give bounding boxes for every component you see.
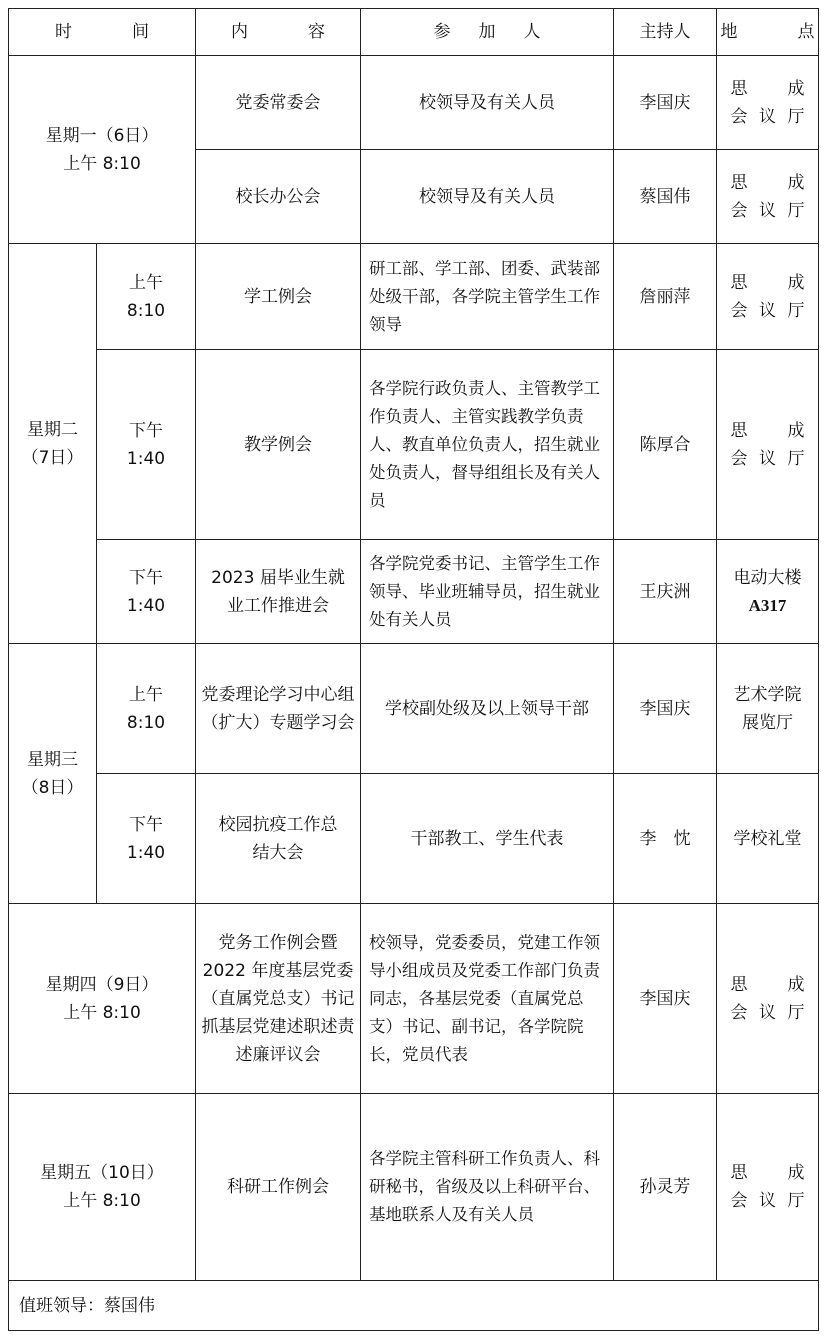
location-cell: 思 成 会 议 厅 bbox=[717, 244, 819, 350]
header-host: 主持人 bbox=[614, 9, 717, 56]
content-cell: 校长办公会 bbox=[196, 150, 361, 244]
location-cell: 思 成 会 议 厅 bbox=[717, 150, 819, 244]
day-cell-tuesday: 星期二 （7日） bbox=[9, 244, 97, 644]
location-cell: 思 成 会 议 厅 bbox=[717, 1094, 819, 1281]
table-row bbox=[9, 540, 819, 644]
attendees-cell: 各学院主管科研工作负责人、科研秘书，省级及以上科研平台、基地联系人及有关人员 bbox=[361, 1094, 614, 1281]
content-cell: 党委常委会 bbox=[196, 56, 361, 150]
table-row bbox=[9, 904, 819, 1094]
content-cell: 党委理论学习中心组（扩大）专题学习会 bbox=[196, 644, 361, 774]
content-cell: 党务工作例会暨 2022 年度基层党委（直属党总支）书记抓基层党建述职述责述廉评议会 bbox=[196, 904, 361, 1094]
day-cell-monday: 星期一（6日） 上午 8:10 bbox=[9, 56, 196, 244]
attendees-cell: 学校副处级及以上领导干部 bbox=[361, 644, 614, 774]
day-cell-wednesday: 星期三 （8日） bbox=[9, 644, 97, 904]
host-cell: 李 忱 bbox=[614, 774, 717, 904]
content-cell: 科研工作例会 bbox=[196, 1094, 361, 1281]
duty-leader: 值班领导：蔡国伟 bbox=[9, 1281, 819, 1331]
time-cell: 下午 1:40 bbox=[97, 540, 196, 644]
host-cell: 李国庆 bbox=[614, 644, 717, 774]
attendees-cell: 校领导及有关人员 bbox=[361, 56, 614, 150]
location-cell: 艺术学院 展览厅 bbox=[717, 644, 819, 774]
content-cell: 2023 届毕业生就业工作推进会 bbox=[196, 540, 361, 644]
header-time: 时 间 bbox=[9, 9, 196, 56]
table-row bbox=[9, 1094, 819, 1281]
day-cell-friday: 星期五（10日） 上午 8:10 bbox=[9, 1094, 196, 1281]
time-cell: 上午 8:10 bbox=[97, 244, 196, 350]
host-cell: 蔡国伟 bbox=[614, 150, 717, 244]
time-cell: 下午 1:40 bbox=[97, 350, 196, 540]
host-cell: 王庆洲 bbox=[614, 540, 717, 644]
host-cell: 陈厚合 bbox=[614, 350, 717, 540]
time-cell: 下午 1:40 bbox=[97, 774, 196, 904]
host-cell: 孙灵芳 bbox=[614, 1094, 717, 1281]
attendees-cell: 校领导及有关人员 bbox=[361, 150, 614, 244]
footer-row bbox=[9, 1281, 819, 1331]
header-location: 地 点 bbox=[717, 9, 819, 56]
attendees-cell: 干部教工、学生代表 bbox=[361, 774, 614, 904]
location-cell: 学校礼堂 bbox=[717, 774, 819, 904]
table-row bbox=[9, 56, 819, 150]
time-cell: 上午 8:10 bbox=[97, 644, 196, 774]
attendees-cell: 研工部、学工部、团委、武装部处级干部，各学院主管学生工作领导 bbox=[361, 244, 614, 350]
content-cell: 教学例会 bbox=[196, 350, 361, 540]
table-row bbox=[9, 774, 819, 904]
content-cell: 学工例会 bbox=[196, 244, 361, 350]
table-row bbox=[9, 244, 819, 350]
content-cell: 校园抗疫工作总结大会 bbox=[196, 774, 361, 904]
location-cell: 思 成 会 议 厅 bbox=[717, 904, 819, 1094]
table-row bbox=[9, 350, 819, 540]
attendees-cell: 校领导，党委委员，党建工作领导小组成员及党委工作部门负责同志，各基层党委（直属党总支）书记、副书记，各学院院长，党员代表 bbox=[361, 904, 614, 1094]
location-cell: 电动大楼 A317 bbox=[717, 540, 819, 644]
header-content: 内 容 bbox=[196, 9, 361, 56]
attendees-cell: 各学院党委书记、主管学生工作领导、毕业班辅导员，招生就业处有关人员 bbox=[361, 540, 614, 644]
location-cell: 思 成 会 议 厅 bbox=[717, 56, 819, 150]
host-cell: 李国庆 bbox=[614, 904, 717, 1094]
attendees-cell: 各学院行政负责人、主管教学工作负责人、主管实践教学负责人、教直单位负责人，招生就业处负责人，督导组组长及有关人员 bbox=[361, 350, 614, 540]
header-attendees: 参 加 人 bbox=[361, 9, 614, 56]
table-row bbox=[9, 644, 819, 774]
host-cell: 李国庆 bbox=[614, 56, 717, 150]
header-row bbox=[9, 9, 819, 56]
location-cell: 思 成 会 议 厅 bbox=[717, 350, 819, 540]
schedule-table bbox=[8, 8, 819, 1331]
host-cell: 詹丽萍 bbox=[614, 244, 717, 350]
day-cell-thursday: 星期四（9日） 上午 8:10 bbox=[9, 904, 196, 1094]
